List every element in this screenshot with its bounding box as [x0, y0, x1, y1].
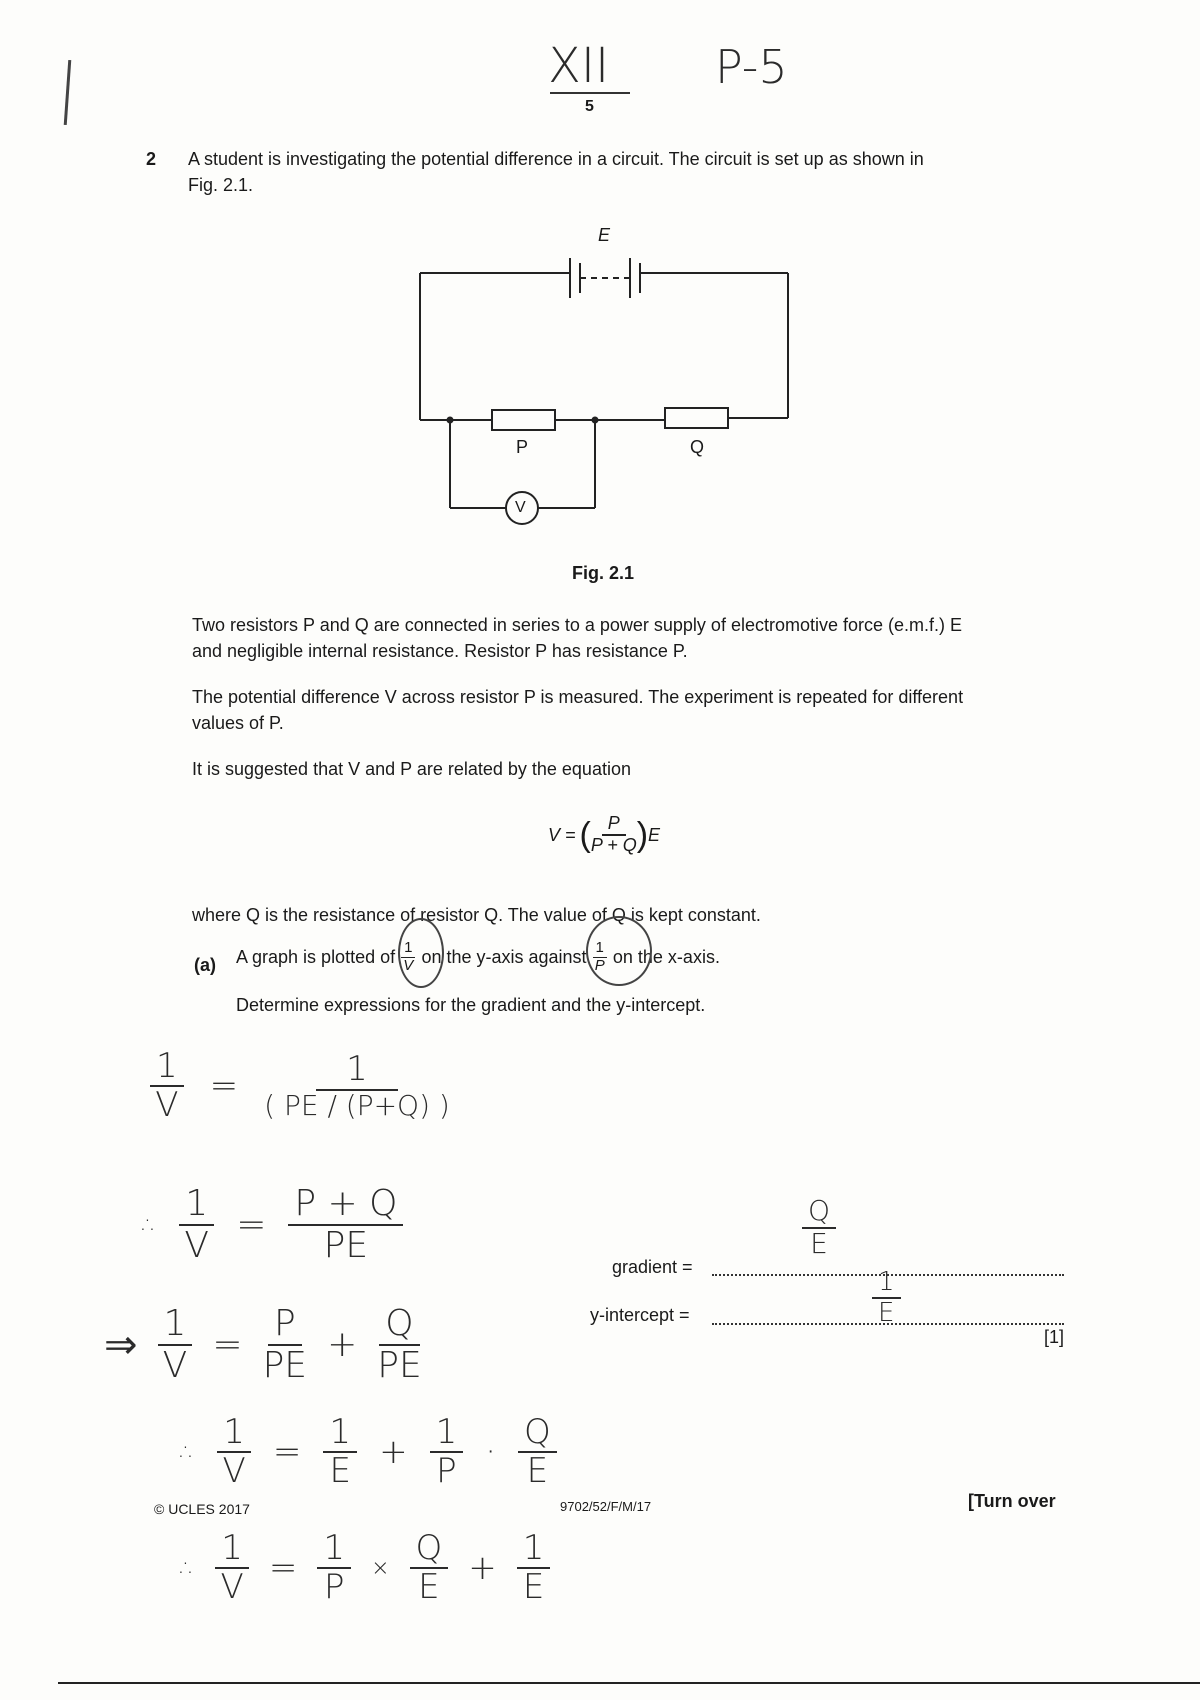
resistor-p-label: P — [516, 437, 529, 457]
voltmeter-label: V — [515, 499, 526, 516]
equation-tail: E — [648, 824, 661, 845]
working-line4: ∴ $\frac{1}{V}$ = $\frac{1}{E}$ + $\frac{1}{P}$ · $\frac{Q}{E}$ — [180, 1414, 557, 1491]
part-a-instruction: Determine expressions for the gradient and the y-intercept. — [236, 995, 706, 1015]
junction-right — [592, 417, 599, 424]
equation-fraction — [591, 814, 637, 856]
equation-num: P — [602, 814, 626, 836]
turn-over: [Turn over — [968, 1491, 1056, 1511]
figure-caption: Fig. 2.1 — [572, 563, 635, 583]
intercept-label: y-intercept = — [590, 1305, 690, 1325]
part-a-pre: A graph is plotted of — [236, 947, 396, 967]
resistor-q-box — [665, 408, 728, 428]
question-number: 2 — [146, 149, 157, 169]
pen-circle-1 — [398, 918, 444, 988]
para2-line2: values of P. — [192, 713, 284, 733]
frac-y-num: 1 — [401, 940, 415, 958]
part-a-mid: on the y-axis against — [421, 947, 587, 967]
equation-den: P + Q — [590, 834, 637, 855]
page-number: 5 — [585, 98, 594, 115]
pen-circle-2 — [586, 916, 652, 986]
equation: V = ( $\frac{P}{P + Q}$ ) E — [548, 813, 661, 855]
copyright: © UCLES 2017 — [154, 1501, 250, 1517]
para2-line1: The potential difference V across resistor P is measured. The experiment is repeated for different — [192, 687, 964, 707]
para1-line2: and negligible internal resistance. Resistor P has resistance P. — [192, 641, 688, 661]
resistor-q-label: Q — [690, 437, 705, 457]
gradient-answer: $\frac{Q}{E}$ — [802, 1196, 836, 1260]
para3: It is suggested that V and P are related by the equation — [192, 759, 631, 779]
equation-lhs: V = — [548, 824, 576, 845]
junction-left — [447, 417, 454, 424]
para1-line1: Two resistors P and Q are connected in series to a power supply of electromotive force (e.m.f.) E — [192, 615, 963, 635]
handwritten-page: P-5 — [715, 40, 788, 94]
frac-y-den: V — [403, 956, 414, 974]
question-intro-line1: A student is investigating the potential difference in a circuit. The circuit is set up as shown in — [188, 149, 924, 169]
part-a-label: (a) — [194, 955, 216, 975]
marks: [1] — [1044, 1327, 1065, 1347]
handwritten-code: XII — [548, 38, 610, 94]
working-line1: $\frac{1}{V}$ = $\frac{1}{( PE / (P+Q) )}$ — [150, 1048, 450, 1125]
intercept-answer: $\frac{1}{E}$ — [872, 1268, 901, 1327]
working-line2: ∴ $\frac{1}{V}$ = $\frac{P + Q}{PE}$ — [142, 1184, 403, 1265]
frac-x-num: 1 — [593, 940, 607, 958]
working-line3: ⇒ $\frac{1}{V}$ = $\frac{P}{PE}$ + $\frac{Q}{PE}$ — [104, 1303, 422, 1386]
resistor-p-box — [492, 410, 555, 430]
emf-label: E — [598, 225, 611, 245]
frac-x-den: P — [594, 956, 605, 974]
part-a-post: on the x-axis. — [612, 947, 720, 967]
where-line: where Q is the resistance of resistor Q. The value of Q is kept constant. — [192, 905, 761, 925]
gradient-label: gradient = — [612, 1257, 693, 1277]
bottom-rule — [58, 1682, 1200, 1684]
question-intro-line2: Fig. 2.1. — [188, 175, 254, 195]
working-line5: ∴ $\frac{1}{V}$ = $\frac{1}{P}$ × $\frac{Q}{E}$ + $\frac{1}{E}$ — [180, 1530, 550, 1607]
paper-code: 9702/52/F/M/17 — [560, 1499, 652, 1514]
